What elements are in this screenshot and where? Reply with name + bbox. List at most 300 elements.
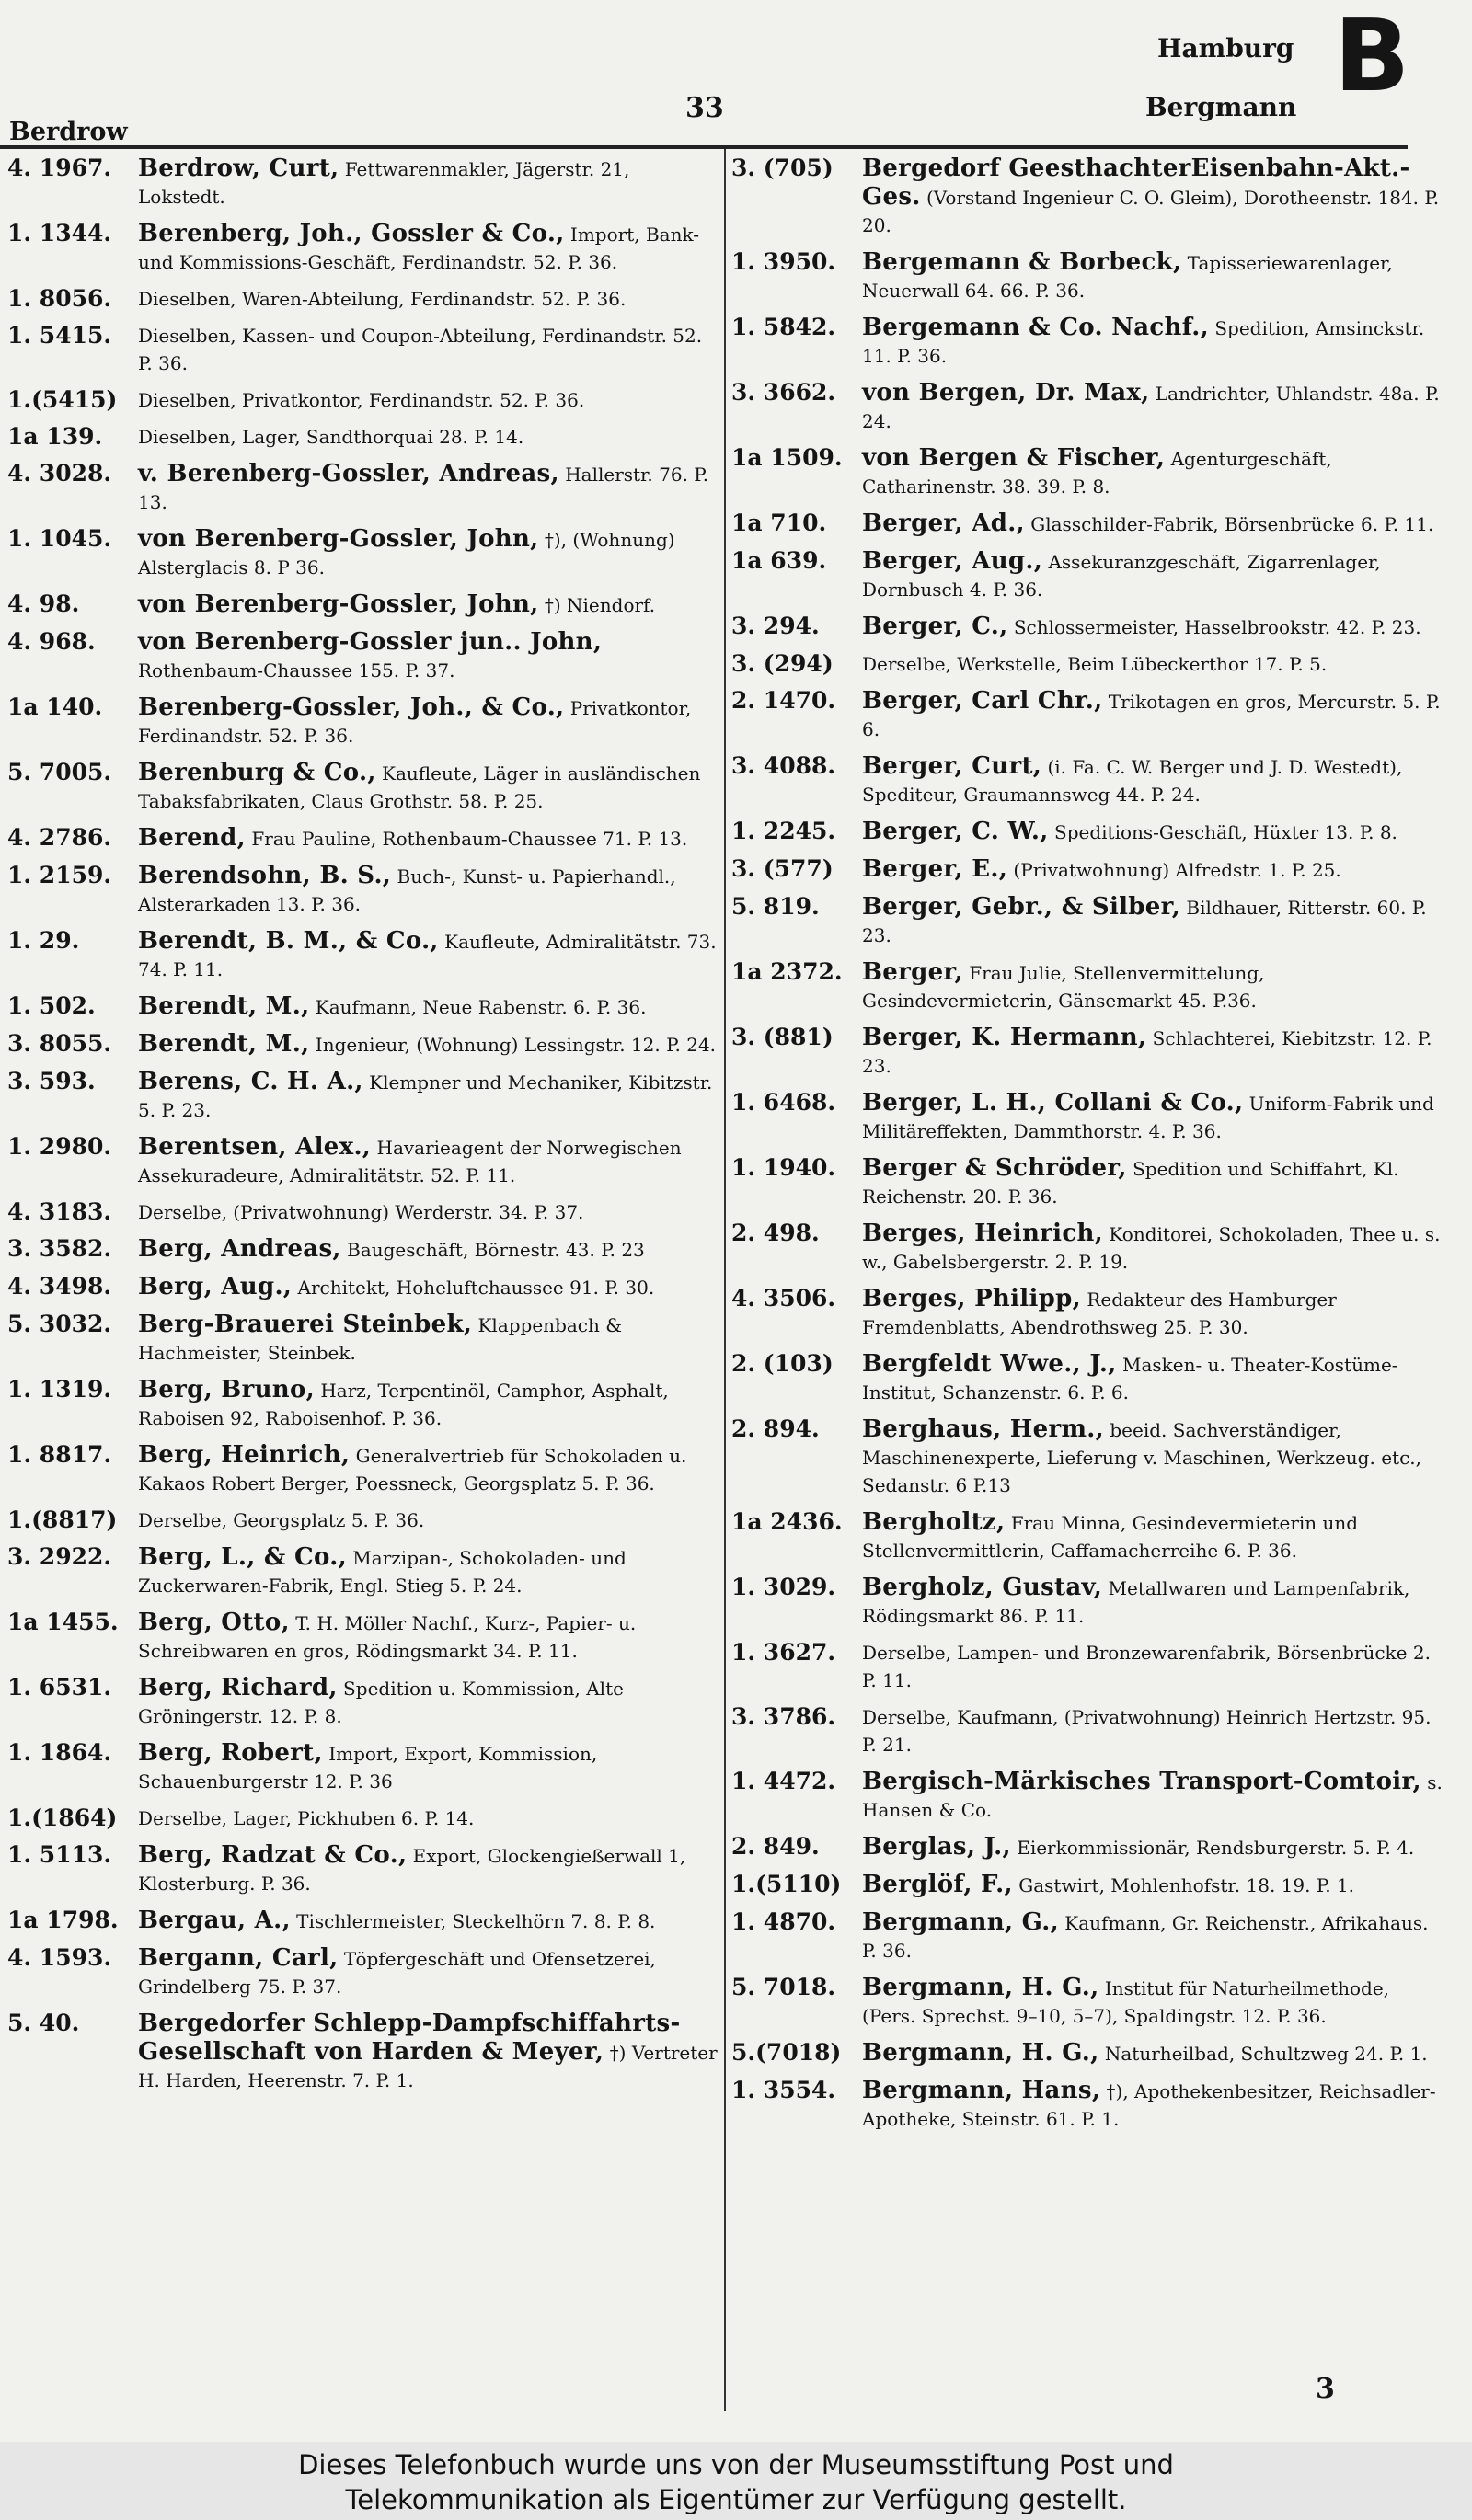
subscriber-details: †) Vertreter H. Harden, Heerenstr. 7. P. 1. [138,2042,718,2091]
directory-entry [7,460,718,516]
subscriber-name: Berentsen, Alex., [138,1133,372,1161]
directory-entry [731,893,1444,949]
directory-entry [7,628,718,684]
subscriber-details: Naturheilbad, Schultzweg 24. P. 1. [1098,2043,1428,2065]
phone-number: 1a 1455. [7,1609,119,1635]
directory-entry [7,1441,718,1497]
subscriber-name: Bergann, Carl, [138,1944,339,1972]
phone-number: 1a 139. [7,423,103,450]
directory-entry [731,2077,1444,2133]
subscriber-name: Berg, L., & Co., [138,1543,347,1571]
phone-number: 1. 1045. [7,525,112,552]
phone-number: 5. 40. [7,2010,80,2036]
entry-text [138,1944,718,2000]
subscriber-details: (Privatwohnung) Alfredstr. 1. P. 25. [1007,859,1341,881]
subscriber-details: Buch-, Kunst- u. Papierhandl., Alsterarkaden 13. P. 36. [138,865,676,915]
phone-number: 3. 4088. [731,752,836,779]
subscriber-name: von Berenberg-Gossler, John, [138,525,539,553]
entry-text [862,855,1444,884]
directory-entry [731,958,1444,1014]
phone-number: 1. 4870. [731,1908,836,1935]
phone-number: 1a 2436. [731,1508,843,1535]
subscriber-details: Import, Export, Kommission, Schauenburgerstr 12. P. 36 [138,1743,598,1793]
entry-text [862,1703,1444,1758]
subscriber-name: Bergedorfer Schlepp-Dampfschiffahrts-Gesellschaft von Harden & Meyer, [138,2010,681,2066]
entry-text [862,1974,1444,2030]
phone-number: 1. 2159. [7,862,112,888]
directory-entry [7,693,718,750]
entry-text [138,1804,718,1832]
directory-entry [731,855,1444,884]
directory-entry [731,2039,1444,2068]
phone-number: 4. 3183. [7,1198,112,1225]
subscriber-name: Berger, Aug., [862,547,1043,575]
subscriber-details: Baugeschäft, Börnestr. 43. P. 23 [340,1239,645,1261]
entry-text [862,1285,1444,1341]
subscriber-details: Konditorei, Schokoladen, Thee u. s. w., Gabelsbergerstr. 2. P. 19. [862,1223,1441,1273]
subscriber-name: von Berenberg-Gossler, John, [138,590,539,618]
subscriber-name: Berdrow, Curt, [138,155,339,182]
entry-text [138,1376,718,1432]
entry-text [862,650,1444,678]
subscriber-name: Berger, C., [862,613,1008,640]
subscriber-details: Speditions-Geschäft, Hüxter 13. P. 8. [1048,821,1397,843]
directory-entry [7,824,718,853]
subscriber-name: Bergholtz, [862,1508,1006,1536]
directory-entry [731,1508,1444,1564]
directory-entry [731,547,1444,603]
subscriber-details: Frau Julie, Stellenvermittelung, Gesindevermieterin, Gänsemarkt 45. P.36. [862,962,1265,1012]
subscriber-details: Tischlermeister, Steckelhörn 7. 8. P. 8. [290,1910,656,1932]
subscriber-name: Bergmann, H. G., [862,1974,1099,2001]
entry-text [138,386,718,414]
directory-entry [7,155,718,211]
header-right-name: Bergmann [1145,92,1297,122]
subscriber-details: Schlachterei, Kiebitzstr. 12. P. 23. [862,1027,1432,1077]
directory-entry [7,386,718,414]
entry-text [138,992,718,1021]
subscriber-details: Rothenbaum-Chaussee 155. P. 37. [138,659,455,682]
entry-text [138,1235,718,1264]
entry-text [862,1154,1444,1210]
subscriber-details: Klappenbach & Hachmeister, Steinbek. [138,1314,623,1364]
phone-number: 3. 2922. [7,1543,112,1570]
directory-entry [7,862,718,918]
directory-entry [7,1907,718,1935]
phone-number: 1. 1940. [731,1154,836,1181]
entry-text [862,1508,1444,1564]
subscriber-name: Berger, E., [862,855,1008,883]
phone-number: 5. 819. [731,893,820,920]
phone-number: 1. 6468. [731,1089,836,1116]
subscriber-name: Berendt, B. M., & Co., [138,927,439,955]
subscriber-name: Berger, Gebr., & Silber, [862,893,1181,921]
subscriber-name: von Berenberg-Gossler jun.. John, [138,628,603,656]
right-column [731,155,1444,2142]
subscriber-details: Kaufmann, Gr. Reichenstr., Afrikahaus. P. 36. [862,1912,1429,1962]
subscriber-name: Berger, [862,958,963,986]
subscriber-name: Berglöf, F., [862,1871,1013,1898]
page-mark: 3 [1316,2373,1335,2405]
subscriber-details: Schlossermeister, Hasselbrookstr. 42. P. 23. [1007,616,1421,638]
phone-number: 5.(7018) [731,2039,842,2066]
entry-text [862,248,1444,304]
directory-entry [7,1543,718,1599]
directory-entry [731,1024,1444,1080]
subscriber-name: Bergedorf GeesthachterEisenbahn-Akt.-Ges. [862,155,1410,211]
directory-entry [7,285,718,313]
subscriber-name: Bergisch-Märkisches Transport-Comtoir, [862,1768,1421,1795]
subscriber-name: Berg, Aug., [138,1273,293,1300]
directory-entry [731,1574,1444,1630]
directory-entry [731,752,1444,808]
subscriber-name: Berger, Ad., [862,510,1025,537]
subscriber-details: Fettwarenmakler, Jägerstr. 21, Lokstedt. [138,158,630,208]
phone-number: 1. 2245. [731,818,836,844]
phone-number: 1a 140. [7,693,103,720]
directory-entry [7,1068,718,1124]
phone-number: 1. 3950. [731,248,836,275]
directory-entry [731,314,1444,370]
directory-entry [731,687,1444,743]
directory-entry [731,1833,1444,1861]
directory-entry [7,1944,718,2000]
entry-text [862,1639,1444,1694]
subscriber-details: Derselbe, Kaufmann, (Privatwohnung) Heinrich Hertzstr. 95. P. 21. [862,1706,1432,1756]
entry-text [138,285,718,313]
subscriber-name: Berger, Curt, [862,752,1042,780]
subscriber-name: Berenburg & Co., [138,759,376,786]
phone-number: 2. 498. [731,1220,820,1246]
entry-text [862,958,1444,1014]
subscriber-details: Eierkommissionär, Rendsburgerstr. 5. P. 4. [1010,1837,1415,1859]
entry-text [862,2039,1444,2068]
directory-entry [7,220,718,276]
phone-number: 1.(8817) [7,1506,118,1533]
directory-entry [731,1703,1444,1758]
directory-entry [7,322,718,377]
page-header [0,0,1472,147]
subscriber-name: Bergholz, Gustav, [862,1574,1103,1601]
phone-number: 3. 8055. [7,1030,112,1057]
subscriber-name: Berges, Heinrich, [862,1220,1104,1247]
subscriber-details: Generalvertrieb für Schokoladen u. Kakaos Robert Berger, Poessneck, Georgsplatz 5. P. 36. [138,1445,687,1495]
entry-text [862,1415,1444,1499]
entry-text [138,1273,718,1301]
subscriber-name: Berghaus, Herm., [862,1415,1105,1443]
phone-number: 1. 1344. [7,220,112,246]
phone-number: 1.(1864) [7,1804,118,1831]
directory-entry [7,1376,718,1432]
subscriber-details: Derselbe, Lager, Pickhuben 6. P. 14. [138,1807,475,1829]
subscriber-details: Harz, Terpentinöl, Camphor, Asphalt, Raboisen 92, Raboisenhof. P. 36. [138,1380,669,1429]
phone-number: 1. 8056. [7,285,112,312]
phone-number: 3. 294. [731,613,820,639]
entry-text [138,1609,718,1665]
phone-number: 4. 3506. [731,1285,836,1312]
directory-entry [7,2010,718,2094]
phone-number: 1. 1319. [7,1376,112,1403]
entry-text [138,1506,718,1534]
subscriber-name: Berend, [138,824,246,852]
subscriber-details: Dieselben, Lager, Sandthorquai 28. P. 14. [138,426,524,448]
directory-entry [731,1154,1444,1210]
caption-line-2: Telekommunikation als Eigentümer zur Verfügung gestellt. [345,2484,1127,2515]
subscriber-details: Privatkontor, Ferdinandstr. 52. P. 36. [138,697,692,747]
directory-entry [7,759,718,815]
subscriber-name: Berg, Radzat & Co., [138,1841,408,1869]
entry-text [138,220,718,276]
entry-text [862,155,1444,239]
entry-text [138,927,718,983]
subscriber-details: Derselbe, (Privatwohnung) Werderstr. 34. P. 37. [138,1201,584,1223]
subscriber-details: †), (Wohnung) Alsterglacis 8. P 36. [138,529,675,578]
subscriber-name: Berg, Heinrich, [138,1441,351,1469]
entry-text [138,525,718,581]
subscriber-details: Export, Glockengießerwall 1, Klosterburg. P. 36. [138,1845,686,1895]
directory-entry [7,1198,718,1226]
directory-entry [7,1739,718,1795]
subscriber-name: Bergfeldt Wwe., J., [862,1350,1117,1378]
entry-text [138,2010,718,2094]
phone-number: 3. (881) [731,1024,834,1050]
directory-entry [731,1768,1444,1824]
entry-text [862,893,1444,949]
phone-number: 4. 3498. [7,1273,112,1300]
subscriber-name: Berg, Robert, [138,1739,323,1767]
subscriber-details: Spedition, Amsinckstr. 11. P. 36. [862,317,1425,367]
entry-text [862,314,1444,370]
entry-text [862,547,1444,603]
phone-number: 2. 894. [731,1415,820,1442]
phone-number: 1a 1798. [7,1907,119,1933]
subscriber-details: Spedition u. Kommission, Alte Gröningerstr. 12. P. 8. [138,1678,624,1727]
subscriber-details: Gastwirt, Mohlenhofstr. 18. 19. P. 1. [1012,1874,1355,1896]
entry-text [862,818,1444,846]
directory-entry [7,927,718,983]
phone-number: 4. 1967. [7,155,112,181]
entry-text [862,1024,1444,1080]
subscriber-details: Import, Bank- und Kommissions-Geschäft, Ferdinandstr. 52. P. 36. [138,223,699,273]
directory-entry [731,1089,1444,1145]
subscriber-name: Bergmann, G., [862,1908,1059,1936]
directory-entry [7,1674,718,1730]
subscriber-details: Frau Minna, Gesindevermieterin und Stellenvermittlerin, Caffamacherreihe 6. P. 36. [862,1512,1359,1562]
phone-number: 1. 2980. [7,1133,112,1160]
subscriber-name: Berendt, M., [138,1030,310,1058]
subscriber-details: Architekt, Hoheluftchaussee 91. P. 30. [292,1277,655,1299]
directory-entry [731,1639,1444,1694]
entry-text [862,1768,1444,1824]
directory-entry [7,1235,718,1264]
phone-number: 1. 6531. [7,1674,112,1701]
phone-number: 3. (294) [731,650,834,677]
phone-number: 4. 2786. [7,824,112,851]
subscriber-name: Bergmann, H. G., [862,2039,1099,2067]
directory-entry [731,1220,1444,1276]
subscriber-details: Bildhauer, Ritterstr. 60. P. 23. [862,897,1427,946]
subscriber-details: Assekuranzgeschäft, Zigarrenlager, Dornbusch 4. P. 36. [862,551,1381,601]
directory-entry [7,1273,718,1301]
phone-number: 1. 5113. [7,1841,112,1868]
subscriber-details: Derselbe, Lampen- und Bronzewarenfabrik, Börsenbrücke 2. P. 11. [862,1642,1431,1691]
directory-entry [731,510,1444,538]
directory-entry [731,444,1444,500]
subscriber-details: Dieselben, Waren-Abteilung, Ferdinandstr. 52. P. 36. [138,288,627,310]
subscriber-name: Berg, Andreas, [138,1235,341,1263]
phone-number: 1. 1864. [7,1739,112,1766]
phone-number: 5. 3032. [7,1311,112,1337]
phone-number: 4. 968. [7,628,96,655]
subscriber-details: Marzipan-, Schokoladen- und Zuckerwaren-Fabrik, Engl. Stieg 5. P. 24. [138,1547,627,1597]
entry-text [138,1311,718,1367]
subscriber-details: Masken- u. Theater-Kostüme-Institut, Schanzenstr. 6. P. 6. [862,1354,1398,1403]
phone-number: 1. 3029. [731,1574,836,1600]
directory-entry [731,379,1444,435]
entry-text [138,590,718,619]
directory-entry [7,1841,718,1897]
entry-text [138,1030,718,1059]
subscriber-name: Bergemann & Co. Nachf., [862,314,1209,341]
phone-number: 3. 3662. [731,379,836,406]
phone-number: 1. 4472. [731,1768,836,1794]
entry-text [862,1350,1444,1406]
phone-number: 3. (705) [731,155,834,181]
subscriber-name: Berges, Philipp, [862,1285,1081,1312]
entry-text [138,1198,718,1226]
phone-number: 1. 5415. [7,322,112,349]
entry-text [138,693,718,750]
entry-text [862,1089,1444,1145]
subscriber-details: Hallerstr. 76. P. 13. [138,464,709,513]
subscriber-details: Tapisseriewarenlager, Neuerwall 64. 66. P. 36. [862,252,1393,302]
phone-number: 1a 639. [731,547,827,574]
directory-entry [731,1974,1444,2030]
subscriber-details: Trikotagen en gros, Mercurstr. 5. P. 6. [862,691,1441,740]
subscriber-name: Bergau, A., [138,1907,291,1934]
subscriber-name: v. Berenberg-Gossler, Andreas, [138,460,559,487]
subscriber-name: von Bergen & Fischer, [862,444,1166,472]
entry-text [138,460,718,516]
entry-text [138,1841,718,1897]
entry-text [138,824,718,853]
phone-number: 1.(5110) [731,1871,842,1897]
subscriber-details: Metallwaren und Lampenfabrik, Rödingsmarkt 86. P. 11. [862,1577,1410,1627]
entry-text [138,1674,718,1730]
entry-text [138,1907,718,1935]
subscriber-name: Berger, Carl Chr., [862,687,1103,715]
subscriber-details: †) Niendorf. [538,594,656,616]
directory-entry [731,1908,1444,1964]
subscriber-details: Ingenieur, (Wohnung) Lessingstr. 12. P. 24. [309,1034,717,1056]
directory-entry [7,590,718,619]
directory-entry [7,1133,718,1189]
subscriber-details: Frau Pauline, Rothenbaum-Chaussee 71. P. 13. [246,828,688,850]
entry-text [138,1068,718,1124]
subscriber-details: Kaufmann, Neue Rabenstr. 6. P. 36. [309,996,647,1018]
directory-entry [731,1285,1444,1341]
entry-text [862,1833,1444,1861]
entry-text [138,759,718,815]
entry-text [862,1574,1444,1630]
directory-entry [7,1609,718,1665]
subscriber-name: Bergmann, Hans, [862,2077,1101,2104]
caption-line-1: Dieses Telefonbuch wurde uns von der Museumsstiftung Post und [298,2449,1174,2480]
phone-number: 5. 7018. [731,1974,836,2000]
entry-text [138,862,718,918]
subscriber-name: Bergemann & Borbeck, [862,248,1182,276]
entry-text [138,1133,718,1189]
subscriber-name: Berg, Richard, [138,1674,338,1701]
subscriber-details: Klempner und Mechaniker, Kibitzstr. 5. P. 23. [138,1071,713,1121]
subscriber-name: Berg-Brauerei Steinbek, [138,1311,473,1338]
entry-text [862,1871,1444,1899]
phone-number: 2. 1470. [731,687,836,714]
entry-text [138,322,718,377]
directory-entry [731,155,1444,239]
phone-number: 5. 7005. [7,759,112,785]
entry-text [862,687,1444,743]
subscriber-details: (Vorstand Ingenieur C. O. Gleim), Dorotheenstr. 184. P. 20. [862,187,1440,236]
column-divider [724,149,726,2411]
phone-number: 2. (103) [731,1350,834,1377]
directory-entry [731,613,1444,641]
page-number: 33 [685,92,724,124]
phone-number: 1a 710. [731,510,827,536]
header-city: Hamburg [1157,33,1294,63]
phone-number: 1. 3554. [731,2077,836,2103]
subscriber-details: Uniform-Fabrik und Militäreffekten, Dammthorstr. 4. P. 36. [862,1093,1434,1142]
ownership-caption [0,2442,1472,2520]
entry-text [862,752,1444,808]
subscriber-details: T. H. Möller Nachf., Kurz-, Papier- u. Schreibwaren en gros, Rödingsmarkt 34. P. 11. [138,1612,637,1662]
phone-number: 3. 593. [7,1068,96,1094]
left-column [7,155,718,2103]
entry-text [862,510,1444,538]
subscriber-name: Berens, C. H. A., [138,1068,363,1095]
header-left-name: Berdrow [9,118,128,146]
subscriber-details: Derselbe, Werkstelle, Beim Lübeckerthor 17. P. 5. [862,653,1328,675]
directory-entry [731,248,1444,304]
directory-entry [731,818,1444,846]
entry-text [138,1739,718,1795]
entry-text [862,379,1444,435]
subscriber-details: Havarieagent der Norwegischen Assekuradeure, Admiralitätstr. 52. P. 11. [138,1137,682,1186]
subscriber-details: Glasschilder-Fabrik, Börsenbrücke 6. P. 11. [1024,513,1434,535]
subscriber-details: (i. Fa. C. W. Berger und J. D. Westedt), Spediteur, Graumannsweg 44. P. 24. [862,756,1403,806]
phone-number: 1. 8817. [7,1441,112,1468]
directory-entry [7,1030,718,1059]
entry-text [138,1441,718,1497]
subscriber-details: Agenturgeschäft, Catharinenstr. 38. 39. P. 8. [862,448,1332,498]
subscriber-details: Kaufleute, Admiralitätstr. 73. 74. P. 11. [138,931,717,980]
directory-entry [731,650,1444,678]
subscriber-details: Kaufleute, Läger in ausländischen Tabaksfabrikaten, Claus Grothstr. 58. P. 25. [138,762,701,812]
entry-text [862,1908,1444,1964]
entry-text [138,628,718,684]
directory-entry [731,1350,1444,1406]
subscriber-details: Institut für Naturheilmethode, (Pers. Sprechst. 9–10, 5–7), Spaldingstr. 12. P. 36. [862,1977,1390,2027]
subscriber-name: Berendt, M., [138,992,310,1020]
subscriber-name: Berger, C. W., [862,818,1049,845]
subscriber-name: von Bergen, Dr. Max, [862,379,1150,407]
phone-number: 1. 5842. [731,314,836,340]
phone-number: 1.(5415) [7,386,118,413]
phone-number: 1. 29. [7,927,80,954]
directory-entry [7,525,718,581]
subscriber-details: Dieselben, Kassen- und Coupon-Abteilung, Ferdinandstr. 52. P. 36. [138,325,703,374]
entry-text [138,1543,718,1599]
